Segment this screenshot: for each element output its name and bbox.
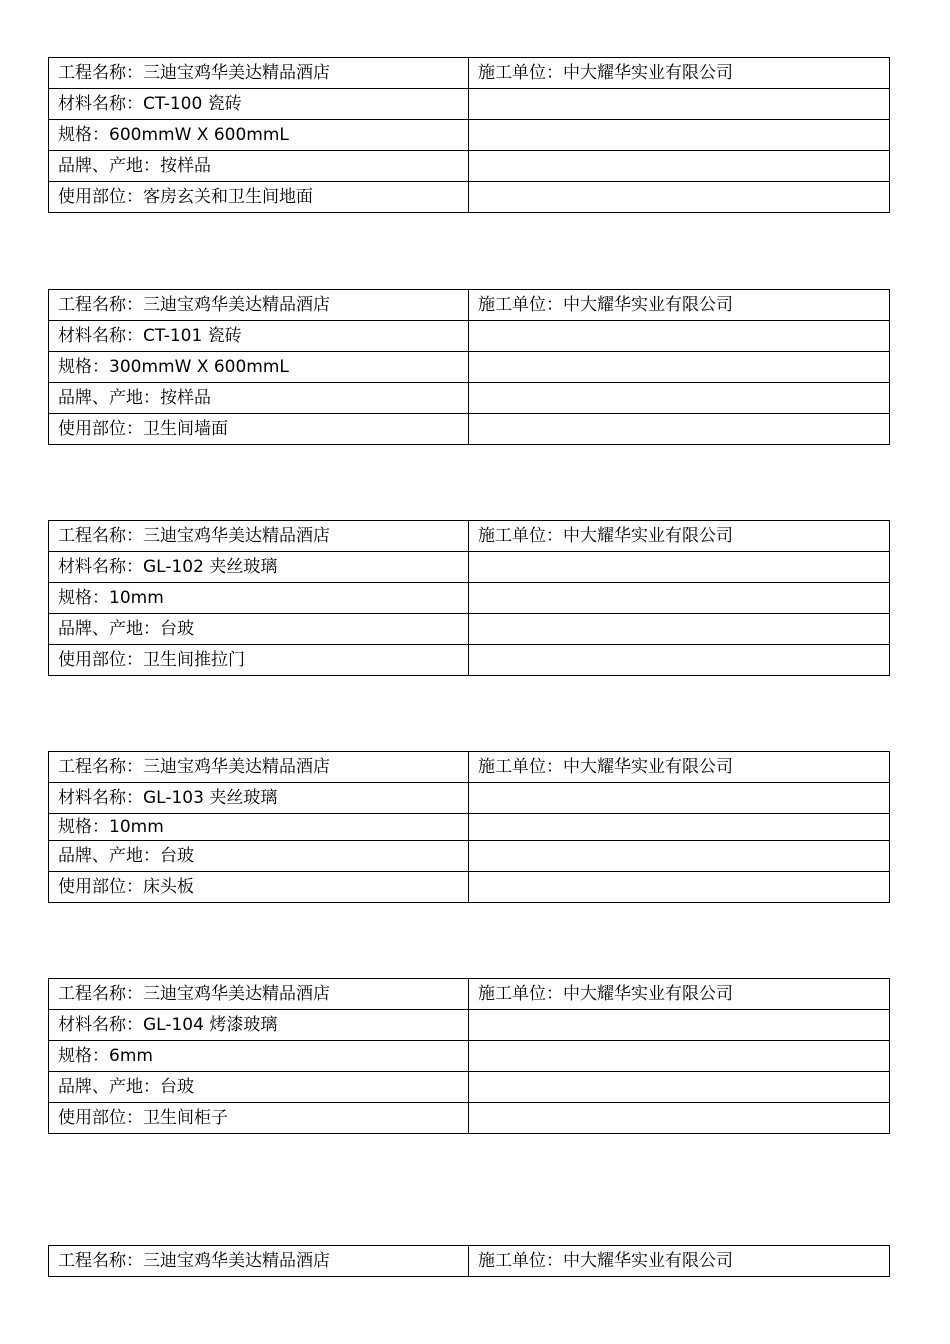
material-name: 材料名称：GL-103 夹丝玻璃: [49, 783, 469, 814]
brand-origin: 品牌、产地：台玻: [49, 841, 469, 872]
usage-location: 使用部位：卫生间墙面: [49, 414, 469, 445]
material-label-card: [48, 520, 890, 676]
contractor-name: 施工单位：中大耀华实业有限公司: [469, 979, 890, 1010]
table-row: [49, 383, 890, 414]
table-row: [49, 182, 890, 213]
empty-cell: [469, 352, 890, 383]
project-name: 工程名称：三迪宝鸡华美达精品酒店: [49, 979, 469, 1010]
table-row: [49, 614, 890, 645]
project-name: 工程名称：三迪宝鸡华美达精品酒店: [49, 521, 469, 552]
table-row: [49, 1246, 890, 1277]
empty-cell: [469, 1103, 890, 1134]
empty-cell: [469, 151, 890, 182]
specification: 规格：600mmW X 600mmL: [49, 120, 469, 151]
brand-origin: 品牌、产地：台玻: [49, 1072, 469, 1103]
contractor-name: 施工单位：中大耀华实业有限公司: [469, 521, 890, 552]
empty-cell: [469, 1041, 890, 1072]
contractor-name: 施工单位：中大耀华实业有限公司: [469, 290, 890, 321]
material-name: 材料名称：CT-101 瓷砖: [49, 321, 469, 352]
table-row: [49, 89, 890, 120]
empty-cell: [469, 89, 890, 120]
empty-cell: [469, 783, 890, 814]
empty-cell: [469, 321, 890, 352]
table-row: [49, 583, 890, 614]
empty-cell: [469, 872, 890, 903]
contractor-name: 施工单位：中大耀华实业有限公司: [469, 58, 890, 89]
usage-location: 使用部位：卫生间推拉门: [49, 645, 469, 676]
table-row: [49, 1010, 890, 1041]
table-row: [49, 872, 890, 903]
material-label-card: [48, 978, 890, 1134]
table-row: [49, 552, 890, 583]
usage-location: 使用部位：卫生间柜子: [49, 1103, 469, 1134]
table-row: [49, 979, 890, 1010]
empty-cell: [469, 814, 890, 841]
specification: 规格：10mm: [49, 583, 469, 614]
material-label-card: [48, 751, 890, 903]
table-row: [49, 290, 890, 321]
empty-cell: [469, 1010, 890, 1041]
specification: 规格：300mmW X 600mmL: [49, 352, 469, 383]
material-label-card: [48, 1245, 890, 1277]
empty-cell: [469, 383, 890, 414]
brand-origin: 品牌、产地：台玻: [49, 614, 469, 645]
table-row: [49, 321, 890, 352]
table-row: [49, 120, 890, 151]
material-name: 材料名称：GL-104 烤漆玻璃: [49, 1010, 469, 1041]
table-row: [49, 58, 890, 89]
project-name: 工程名称：三迪宝鸡华美达精品酒店: [49, 58, 469, 89]
material-name: 材料名称：GL-102 夹丝玻璃: [49, 552, 469, 583]
specification: 规格：6mm: [49, 1041, 469, 1072]
table-row: [49, 1072, 890, 1103]
table-row: [49, 752, 890, 783]
brand-origin: 品牌、产地：按样品: [49, 151, 469, 182]
table-row: [49, 645, 890, 676]
project-name: 工程名称：三迪宝鸡华美达精品酒店: [49, 290, 469, 321]
material-name: 材料名称：CT-100 瓷砖: [49, 89, 469, 120]
project-name: 工程名称：三迪宝鸡华美达精品酒店: [49, 1246, 469, 1277]
usage-location: 使用部位：客房玄关和卫生间地面: [49, 182, 469, 213]
table-row: [49, 1041, 890, 1072]
empty-cell: [469, 552, 890, 583]
material-label-card: [48, 289, 890, 445]
table-row: [49, 841, 890, 872]
table-row: [49, 414, 890, 445]
usage-location: 使用部位：床头板: [49, 872, 469, 903]
contractor-name: 施工单位：中大耀华实业有限公司: [469, 1246, 890, 1277]
project-name: 工程名称：三迪宝鸡华美达精品酒店: [49, 752, 469, 783]
empty-cell: [469, 1072, 890, 1103]
material-label-card: [48, 57, 890, 213]
empty-cell: [469, 645, 890, 676]
empty-cell: [469, 182, 890, 213]
empty-cell: [469, 583, 890, 614]
table-row: [49, 151, 890, 182]
table-row: [49, 783, 890, 814]
empty-cell: [469, 841, 890, 872]
brand-origin: 品牌、产地：按样品: [49, 383, 469, 414]
table-row: [49, 1103, 890, 1134]
empty-cell: [469, 120, 890, 151]
specification: 规格：10mm: [49, 814, 469, 841]
table-row: [49, 352, 890, 383]
table-row: [49, 521, 890, 552]
empty-cell: [469, 614, 890, 645]
contractor-name: 施工单位：中大耀华实业有限公司: [469, 752, 890, 783]
table-row: [49, 814, 890, 841]
empty-cell: [469, 414, 890, 445]
